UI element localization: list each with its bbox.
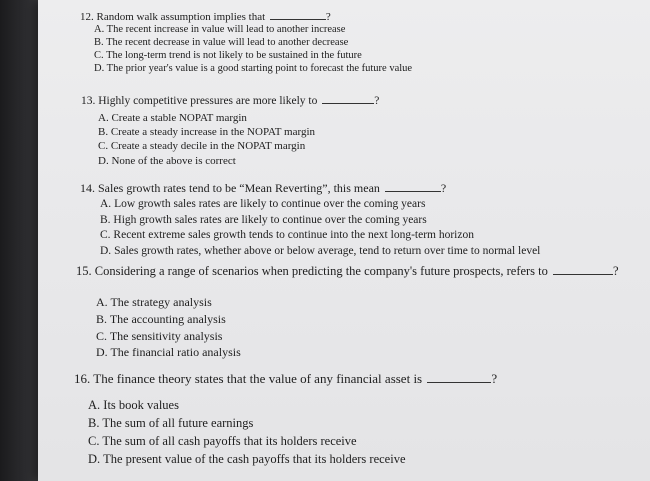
option-c [88, 435, 357, 448]
option-letter: A. [88, 398, 101, 412]
question-text: Random walk assumption implies that [96, 11, 266, 23]
option-letter: D. [96, 345, 108, 359]
question-mark: ? [491, 371, 498, 386]
question-number: 14. [80, 181, 95, 195]
option-letter: B. [96, 312, 108, 326]
question-number: 13. [81, 95, 96, 107]
option-letter: A. [98, 112, 109, 124]
option-b [100, 215, 427, 227]
option-d [100, 246, 540, 258]
option-letter: A. [96, 295, 108, 309]
desk-background [0, 0, 38, 481]
option-text: The accounting analysis [109, 312, 226, 326]
option-text: Low growth sales rates are likely to continue over the coming years [114, 198, 426, 210]
option-letter: C. [96, 329, 108, 343]
option-d [96, 346, 241, 358]
question-text: Highly competitive pressures are more likely to [98, 95, 318, 107]
question-stem [80, 182, 446, 194]
question-text: Considering a range of scenarios when predicting the company's future prospects, refers to [94, 264, 548, 278]
question-stem [74, 372, 497, 385]
question-text: Sales growth rates tend to be “Mean Reverting”, this mean [98, 181, 380, 195]
option-text: The present value of the cash payoffs that its holders receive [103, 452, 406, 466]
option-text: The financial ratio analysis [110, 345, 241, 359]
option-letter: C. [88, 434, 100, 448]
option-d [88, 453, 406, 466]
option-letter: B. [88, 416, 100, 430]
option-letter: A. [94, 24, 105, 35]
option-b [96, 313, 226, 325]
option-letter: B. [100, 214, 111, 226]
option-letter: B. [98, 126, 109, 138]
option-letter: D. [88, 452, 101, 466]
option-a [98, 113, 247, 124]
option-text: Sales growth rates, whether above or below average, tend to return over time to normal level [114, 245, 541, 257]
question-mark: ? [325, 11, 331, 23]
option-a [96, 296, 212, 308]
answer-blank [427, 382, 491, 383]
option-text: The prior year's value is a good starting point to forecast the future value [106, 63, 413, 74]
question-mark: ? [374, 95, 380, 107]
question-mark: ? [613, 264, 619, 278]
option-b [94, 38, 348, 49]
question-stem [81, 96, 379, 108]
option-text: The strategy analysis [110, 295, 212, 309]
option-letter: D. [98, 155, 109, 167]
option-b [88, 417, 253, 430]
option-text: Its book values [103, 398, 179, 412]
option-text: Create a steady increase in the NOPAT margin [110, 126, 316, 138]
option-c [94, 51, 362, 62]
option-text: None of the above is correct [111, 155, 236, 167]
option-text: The long-term trend is not likely to be sustained in the future [106, 50, 362, 61]
answer-blank [385, 191, 441, 192]
option-letter: D. [100, 245, 112, 257]
option-a [94, 25, 345, 36]
option-text: Create a steady decile in the NOPAT margin [110, 140, 306, 152]
option-a [100, 199, 425, 211]
option-b [98, 127, 315, 138]
option-text: Create a stable NOPAT margin [111, 112, 247, 124]
question-number: 12. [80, 11, 94, 23]
option-c [100, 230, 474, 242]
option-letter: C. [98, 140, 109, 152]
answer-blank [270, 19, 326, 20]
option-text: The recent increase in value will lead to another increase [106, 24, 346, 35]
option-letter: C. [100, 229, 111, 241]
question-mark: ? [440, 181, 447, 195]
option-text: The recent decrease in value will lead to another decrease [106, 37, 349, 48]
exam-page [38, 0, 650, 481]
option-text: High growth sales rates are likely to continue over the coming years [113, 214, 427, 226]
option-letter: D. [94, 63, 105, 74]
question-stem [76, 265, 619, 278]
option-letter: A. [100, 198, 112, 210]
question-number: 15. [76, 264, 92, 278]
question-stem [80, 12, 331, 23]
answer-blank [553, 274, 613, 275]
option-letter: C. [94, 50, 104, 61]
option-text: The sum of all future earnings [102, 416, 254, 430]
question-text: The finance theory states that the value of any financial asset is [93, 371, 423, 386]
answer-blank [322, 103, 374, 104]
option-text: Recent extreme sales growth tends to continue into the next long-term horizon [113, 229, 474, 241]
option-d [98, 156, 236, 167]
option-letter: B. [94, 37, 104, 48]
option-a [88, 399, 179, 412]
option-c [96, 330, 222, 342]
option-c [98, 141, 305, 152]
question-number: 16. [74, 371, 91, 386]
option-text: The sensitivity analysis [109, 329, 223, 343]
option-d [94, 64, 412, 75]
option-text: The sum of all cash payoffs that its holders receive [102, 434, 357, 448]
